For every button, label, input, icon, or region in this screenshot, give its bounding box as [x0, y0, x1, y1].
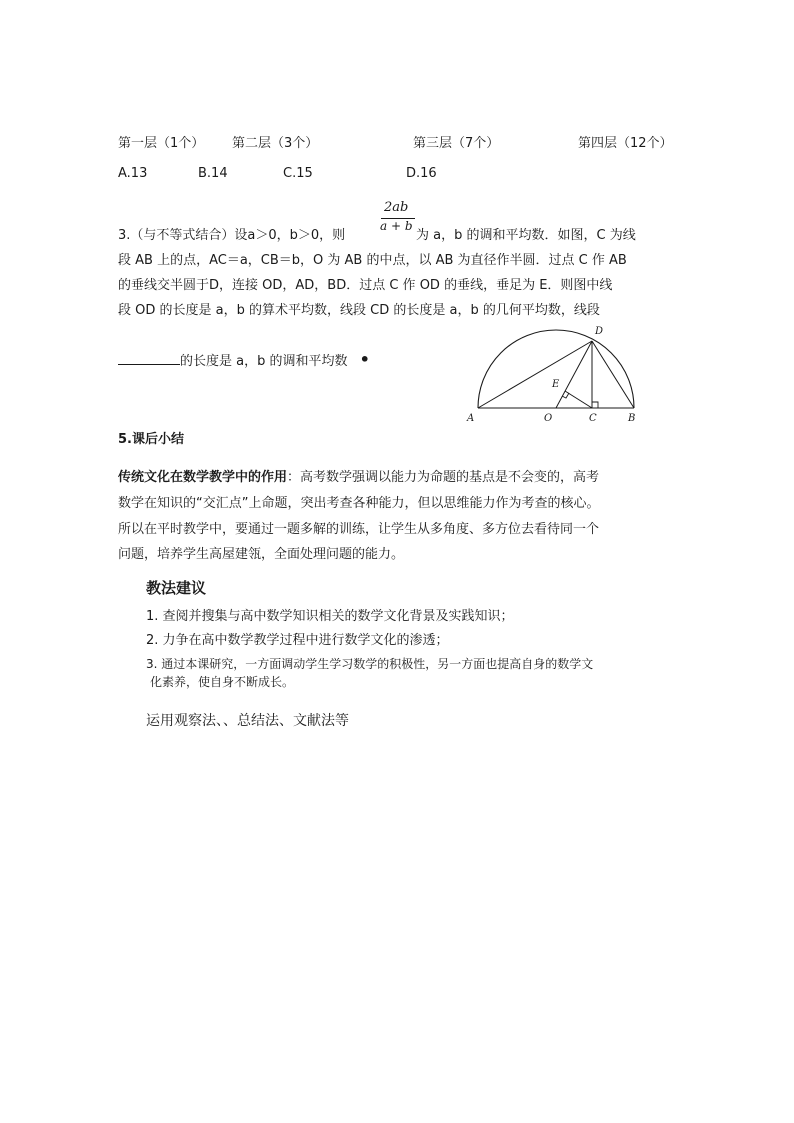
- option-c: C.15: [283, 166, 313, 181]
- right-angle-c: [592, 402, 598, 408]
- label-e: E: [552, 379, 560, 390]
- label-d: D: [595, 326, 604, 337]
- option-d: D.16: [406, 166, 437, 181]
- label-c: C: [589, 413, 597, 424]
- section5-line1-text: ：高考数学强调以能力为命题的基点是不会变的，高考: [287, 470, 600, 485]
- segment-ad: [478, 341, 592, 408]
- section5-heading: 5.课后小结: [118, 432, 184, 447]
- suggestion-item-3-line1: 3. 通过本课研究，一方面调动学生学习数学的积极性，另一方面也提高自身的数学文: [146, 657, 594, 671]
- suggestions-heading: 教法建议: [146, 579, 207, 597]
- level-3: 第三层（7个）: [413, 136, 500, 151]
- q3-line5: [118, 350, 370, 369]
- option-a: A.13: [118, 166, 148, 181]
- q3-line3: 的垂线交半圆于D，连接 OD，AD，BD．过点 C 作 OD 的垂线，垂足为 E．则图中线: [118, 278, 613, 293]
- end-mark: •: [359, 350, 370, 369]
- section5-para-line4: 问题，培养学生高屋建瓴，全面处理问题的能力。: [118, 547, 405, 562]
- q3-line2: 段 AB 上的点，AC＝a，CB＝b，O 为 AB 的中点，以 AB 为直径作半圆．过点 C 作 AB: [118, 253, 627, 268]
- level-4: 第四层（12个）: [578, 136, 673, 151]
- q3-line1-b: 为 a，b 的调和平均数．如图，C 为线: [416, 228, 636, 243]
- q3-line1-a: 3.（与不等式结合）设a＞0，b＞0，则: [118, 228, 346, 243]
- fraction-denominator: a + b: [380, 219, 413, 233]
- q3-line5-text: 的长度是 a，b 的调和平均数: [180, 354, 348, 369]
- answer-blank: [118, 352, 180, 365]
- option-b: B.14: [198, 166, 228, 181]
- suggestion-item-3-line2: 化素养，使自身不断成长。: [150, 675, 295, 689]
- label-b: B: [628, 413, 636, 424]
- level-2: 第二层（3个）: [232, 136, 319, 151]
- segment-bd: [592, 341, 634, 408]
- semicircle-figure: [462, 320, 652, 428]
- section5-bold-lead: 传统文化在数学教学中的作用: [118, 470, 288, 485]
- label-a: A: [467, 413, 475, 424]
- section5-para-line3: 所以在平时教学中，要通过一题多解的训练，让学生从多角度、多方位去看待同一个: [118, 522, 600, 537]
- suggestion-item-2: 2. 力争在高中数学教学过程中进行数学文化的渗透；: [146, 633, 449, 648]
- fraction-numerator: 2ab: [384, 200, 409, 215]
- section5-para-line2: 数学在知识的“交汇点”上命题，突出考查各种能力，但以思维能力作为考查的核心。: [118, 496, 600, 511]
- level-1: 第一层（1个）: [118, 136, 205, 151]
- suggestion-item-1: 1. 查阅并搜集与高中数学知识相关的数学文化背景及实践知识；: [146, 609, 514, 624]
- q3-line4: 段 OD 的长度是 a，b 的算术平均数，线段 CD 的长度是 a，b 的几何平均数，线段: [118, 303, 600, 318]
- methods-line: 运用观察法、、总结法、文献法等: [146, 713, 349, 729]
- label-o: O: [544, 413, 553, 424]
- semicircle-arc: [478, 330, 634, 408]
- section5-para-line1: [118, 466, 599, 485]
